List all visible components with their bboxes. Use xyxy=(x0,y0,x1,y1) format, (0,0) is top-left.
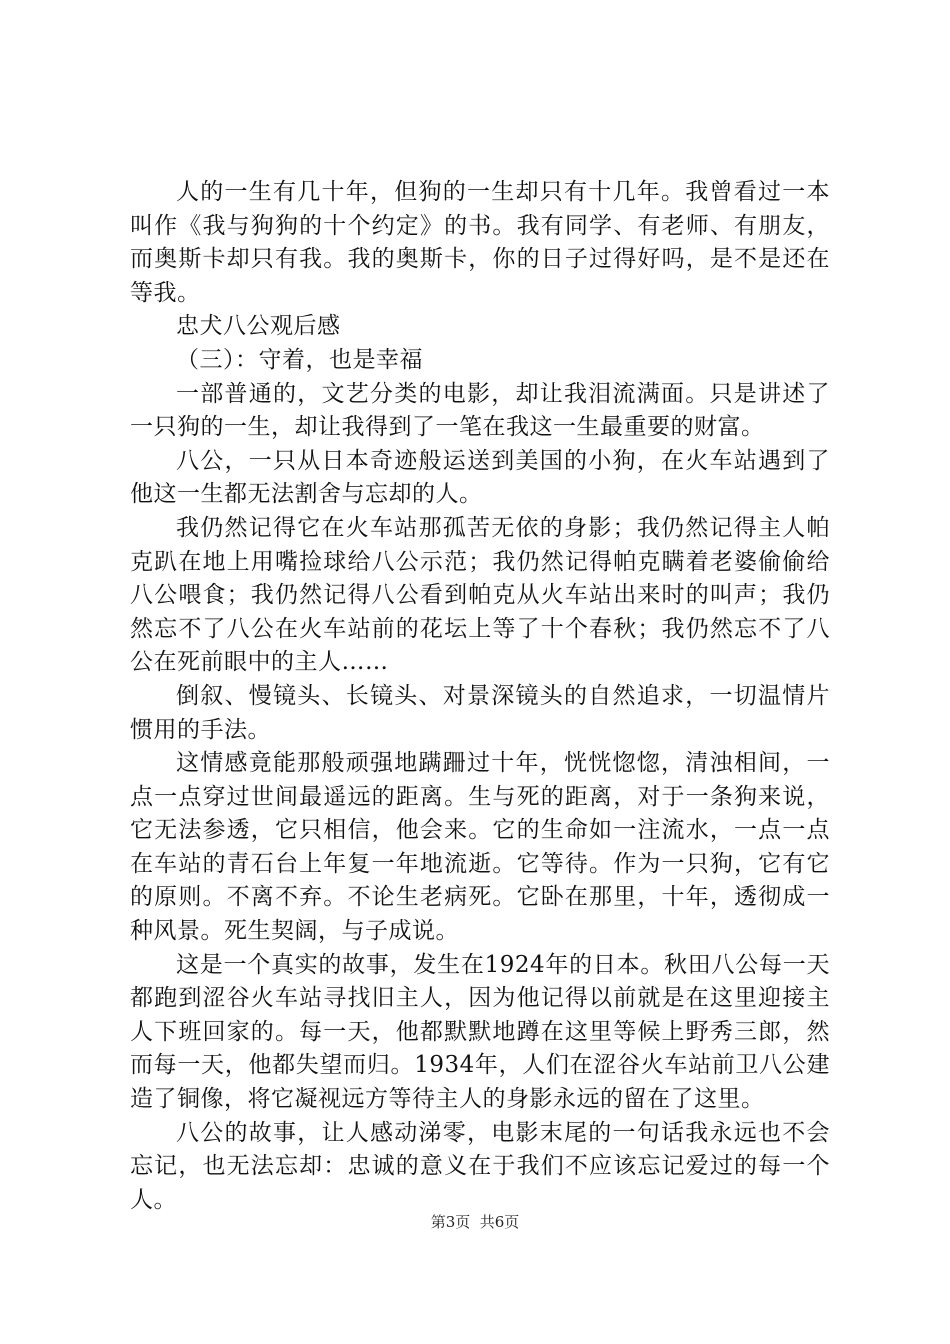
paragraph-memories: 我仍然记得它在火车站那孤苦无依的身影；我仍然记得主人帕克趴在地上用嘴捡球给八公示范；我仍然记得帕克瞒着老婆偷偷给八公喂食；我仍然记得八公看到帕克从火车站出来时的叫声；我仍然忘不了八公在火车站前的花坛上等了十个春秋；我仍然忘不了八公在死前眼中的主人…… xyxy=(130,514,830,676)
paragraph-hachiko: 八公，一只从日本奇迹般运送到美国的小狗，在火车站遇到了他这一生都无法割舍与忘却的人。 xyxy=(130,447,830,508)
body-text xyxy=(130,176,830,1217)
paragraph-intro: 一部普通的，文艺分类的电影，却让我泪流满面。只是讲述了一只狗的一生，却让我得到了一笔在我这一生最重要的财富。 xyxy=(130,380,830,441)
paragraph-emotion: 这情感竟能那般顽强地蹒跚过十年，恍恍惚惚，清浊相间，一点一点穿过世间最遥远的距离。生与死的距离，对于一条狗来说，它无法参透，它只相信，他会来。它的生命如一注流水，一点一点在车站的青石台上年复一年地流逝。它等待。作为一只狗，它有它的原则。不离不弃。不论生老病死。它卧在那里，十年，透彻成一种风景。死生契阔，与子成说。 xyxy=(130,750,830,945)
paragraph-techniques: 倒叙、慢镜头、长镜头、对景深镜头的自然追求，一切温情片惯用的手法。 xyxy=(130,682,830,743)
page-footer xyxy=(0,1212,950,1232)
paragraph-conclusion: 八公的故事，让人感动涕零，电影末尾的一句话我永远也不会忘记，也无法忘却：忠诚的意义在于我们不应该忘记爱过的每一个人。 xyxy=(130,1119,830,1213)
paragraph-true-story: 这是一个真实的故事，发生在1924年的日本。秋田八公每一天都跑到涩谷火车站寻找旧主人，因为他记得以前就是在这里迎接主人下班回家的。每一天，他都默默地蹲在这里等候上野秀三郎，然而每一天，他都失望而归。1934年，人们在涩谷火车站前卫八公建造了铜像，将它凝视远方等待主人的身影永远的留在了这里。 xyxy=(130,951,830,1113)
section-title: 忠犬八公观后感 xyxy=(176,313,341,340)
paragraph-1: 人的一生有几十年，但狗的一生却只有十几年。我曾看过一本叫作《我与狗狗的十个约定》的书。我有同学、有老师、有朋友，而奥斯卡却只有我。我的奥斯卡，你的日子过得好吗，是不是还在等我。 xyxy=(130,179,830,306)
section-subtitle: （三）：守着，也是幸福 xyxy=(176,346,423,373)
page-number: 第3页 共6页 xyxy=(430,1213,520,1231)
